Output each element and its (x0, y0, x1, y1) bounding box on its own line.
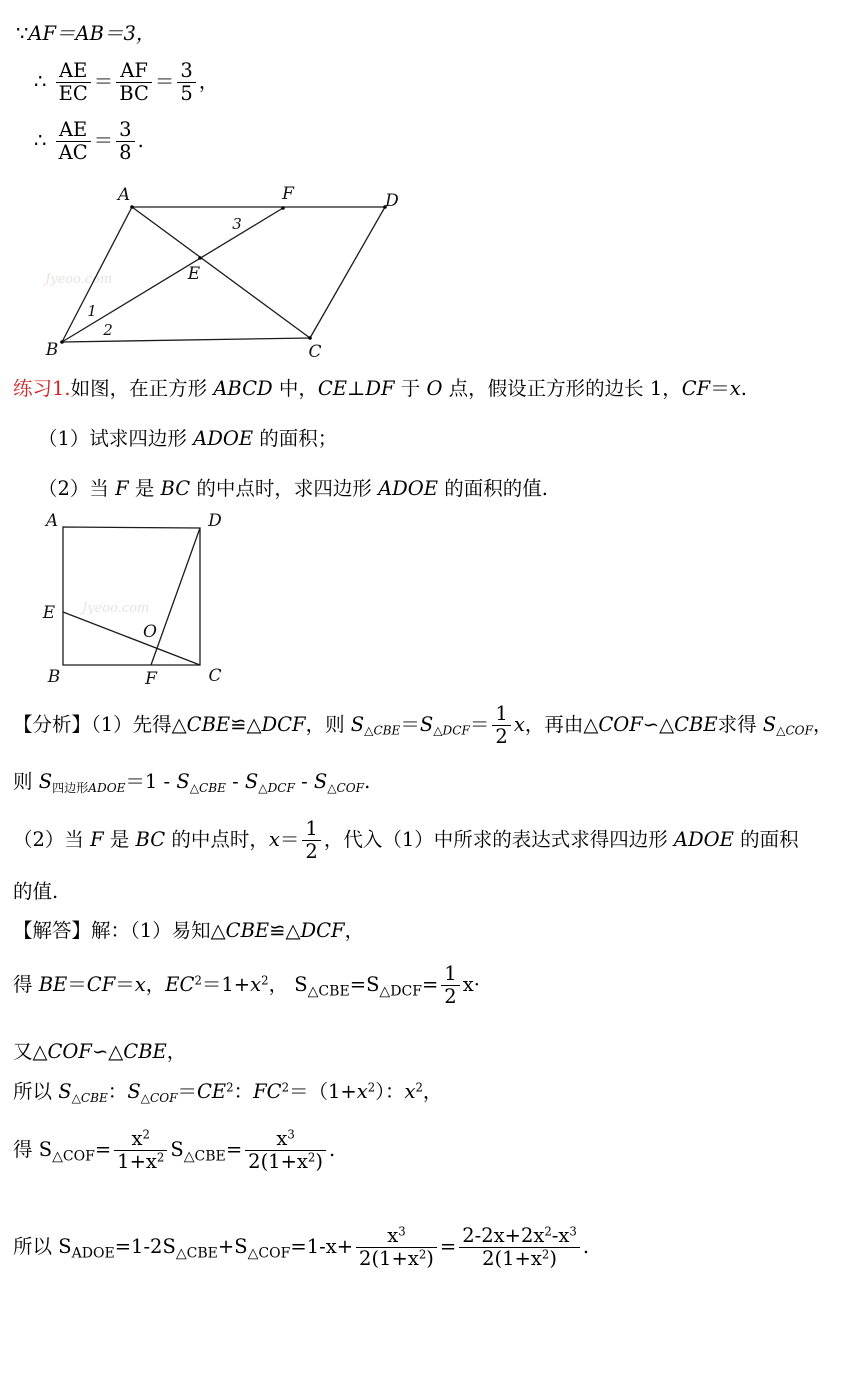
text-run: ，则 (305, 712, 351, 736)
text-run: . (137, 128, 144, 152)
fraction-denominator (114, 1150, 167, 1173)
text-run: ADOE (88, 780, 126, 795)
fraction (56, 119, 91, 164)
text-run: △COF (327, 780, 365, 795)
fraction-denominator (492, 725, 510, 748)
text-run: x (530, 1246, 542, 1270)
text-run: 是 (128, 477, 161, 500)
text-run: AC (58, 140, 88, 164)
proof-line-2 (34, 60, 218, 105)
text-run: ∴ (34, 128, 53, 152)
fraction-numerator (492, 703, 510, 725)
text-run: O (426, 377, 443, 400)
text-run: 的面积的值. (438, 477, 548, 500)
text-run: S (419, 712, 434, 736)
fraction-numerator (177, 60, 195, 82)
side-DC (310, 207, 385, 338)
text-run: 2 (142, 1127, 150, 1142)
line-EC (63, 612, 200, 665)
text-run: △COF (52, 1148, 95, 1165)
fraction-numerator (56, 119, 91, 141)
text-run: ADOE (193, 427, 254, 450)
text-run: 点，假设正方形的边长 1， (442, 377, 682, 400)
text-run: △CBE (183, 1148, 226, 1165)
text-run: = (225, 1137, 243, 1161)
text-run: CE (317, 377, 348, 400)
label-F: F (282, 184, 294, 204)
text-run: △COF (140, 1090, 178, 1105)
text-run: 2 (281, 1080, 289, 1095)
text-run: （2）当 (13, 827, 91, 851)
text-run: 的中点时，求四边形 (190, 477, 379, 500)
text-run: ∽△ (91, 1040, 124, 1063)
text-run: ＝ (469, 712, 490, 736)
text-run: . (740, 377, 747, 400)
proof-line-1 (16, 22, 155, 46)
text-run: ＝ (154, 69, 175, 93)
text-run: 则 (13, 770, 39, 793)
label-D: D (208, 511, 222, 531)
text-run: 2 (226, 1080, 234, 1095)
text-run: 2 (444, 984, 457, 1008)
text-run: ＝ (93, 128, 114, 152)
text-run: = (421, 972, 439, 996)
fraction-denominator (116, 82, 152, 105)
text-run: 2 (156, 1150, 165, 1165)
text-run: ， (268, 972, 295, 996)
text-run: 2 (261, 973, 269, 988)
solution-line-2 (13, 963, 480, 1008)
parallelogram-diagram (10, 183, 420, 373)
text-run: 2 (495, 724, 508, 748)
text-run: = (439, 1234, 457, 1258)
label-B: B (47, 667, 61, 687)
text-run: ADOE (378, 477, 439, 500)
fraction (116, 60, 152, 105)
solution-line-1 (13, 919, 364, 943)
text-run: CE (197, 1080, 227, 1103)
text-run: x (134, 972, 146, 996)
text-run: 2 (541, 1247, 550, 1262)
fraction-numerator (441, 963, 459, 985)
square-diagram (30, 510, 235, 695)
label-O: O (143, 622, 157, 642)
text-run: - (294, 770, 314, 793)
text-run: 【解答】解：（1）易知△ (13, 919, 226, 942)
solution-line-4 (13, 1080, 442, 1104)
text-run: ，代入（1）中所求的表达式求得四边形 (323, 827, 674, 851)
fraction-numerator (114, 1128, 167, 1150)
text-run: 3 (180, 59, 193, 82)
vertex-dot-F (281, 206, 285, 210)
text-run: x (558, 1224, 570, 1247)
fraction-numerator (56, 60, 91, 82)
text-run: 1 (495, 702, 508, 725)
text-run: S (234, 1234, 248, 1258)
text-run: S (162, 1234, 176, 1258)
fraction-denominator (441, 985, 459, 1008)
text-run: △CBE (71, 1090, 108, 1105)
fraction-denominator (177, 82, 195, 105)
text-run: ＝1+ (201, 972, 251, 996)
text-run: （1）试求四边形 (38, 427, 194, 450)
text-run: ABCD (213, 377, 273, 400)
vertex-dot-C (308, 336, 312, 340)
text-run: 求得 (717, 712, 763, 736)
text-run: x (145, 1149, 157, 1173)
text-run: ADOE (71, 1245, 115, 1262)
text-run: 3 (569, 1224, 577, 1239)
point-dot-E (198, 256, 202, 260)
fraction (459, 1225, 580, 1270)
text-run: BE (38, 972, 68, 996)
text-run: AE (58, 118, 88, 141)
text-run: ) (315, 1149, 323, 1173)
text-run: FC (253, 1080, 282, 1103)
text-run: S (38, 770, 53, 793)
text-run: S (176, 770, 190, 793)
label-E: E (42, 603, 56, 623)
text-run: x (276, 1127, 288, 1150)
label-angle-3: 3 (232, 215, 242, 233)
text-run: ，再由△ (524, 712, 599, 736)
text-run: 2 (305, 839, 318, 863)
text-run: F (115, 477, 129, 500)
text-run: S (58, 1234, 72, 1258)
text-run: △COF (776, 723, 813, 738)
fraction (56, 60, 91, 105)
text-run: CBE (186, 712, 231, 736)
text-run: 的面积； (253, 427, 338, 450)
watermark: Jyeoo.com (82, 601, 150, 616)
text-run: 又△ (13, 1040, 48, 1063)
fraction-numerator (302, 818, 320, 840)
exercise-title (13, 377, 747, 401)
fraction-denominator (56, 141, 91, 164)
text-run: S (58, 1080, 72, 1103)
text-run: 3 (287, 1127, 295, 1142)
fraction-numerator (459, 1225, 580, 1247)
proof-line-3 (34, 119, 144, 164)
text-run: BC (119, 81, 149, 105)
text-run: ＝ (93, 69, 114, 93)
label-angle-2: 2 (103, 321, 113, 339)
fraction (177, 60, 195, 105)
text-run: 中， (272, 377, 318, 400)
text-run: AE (59, 59, 88, 82)
text-run: ) (426, 1246, 434, 1270)
fraction-numerator (245, 1128, 326, 1150)
label-C: C (308, 342, 322, 362)
text-run: △CBE (364, 723, 401, 738)
text-run: . (582, 1234, 590, 1258)
fraction (114, 1128, 167, 1173)
solution-line-6 (13, 1225, 589, 1270)
text-run: 得 (13, 1137, 39, 1161)
text-run: AF＝AB＝3， (28, 22, 156, 45)
text-run: ≌△ (230, 712, 262, 736)
exercise-label: 练习1. (13, 377, 71, 400)
text-run: =1-2 (114, 1234, 163, 1258)
text-run: = (349, 972, 367, 996)
text-run: COF (598, 712, 643, 736)
side-BC (62, 338, 310, 342)
text-run: x (356, 1080, 368, 1103)
text-run: ， (198, 69, 219, 93)
text-run: △CBE (307, 983, 350, 1000)
text-run: 2 (307, 1150, 316, 1165)
text-run: ⊥ (347, 377, 366, 400)
text-run: 2(1+ (248, 1149, 297, 1173)
text-run: x (407, 1246, 419, 1270)
text-run: AF (120, 59, 148, 82)
label-B: B (45, 340, 59, 360)
vertex-dot-A (130, 205, 134, 209)
label-D: D (385, 191, 399, 211)
fraction (116, 119, 134, 164)
text-run: 是 (103, 827, 136, 851)
text-run: 于 (394, 377, 427, 400)
text-run: ∽△ (642, 712, 675, 736)
text-run: 2(1+ (482, 1246, 531, 1270)
text-run: - (225, 770, 245, 793)
text-run: 【分析】（1）先得△ (13, 712, 187, 736)
text-run: DCF (300, 919, 345, 942)
text-run: 3 (398, 1224, 406, 1239)
text-run: △DCF (379, 983, 422, 1000)
text-run: 的值. (13, 880, 59, 903)
text-run: x (404, 1080, 416, 1103)
text-run: CBE (225, 919, 270, 942)
text-run: 1 (305, 817, 318, 840)
label-E: E (187, 264, 201, 284)
text-run: 所以 (13, 1234, 59, 1258)
label-angle-1: 1 (87, 302, 97, 320)
text-run: . (364, 770, 371, 793)
text-run: 的中点时， (165, 827, 269, 851)
fraction (356, 1225, 437, 1270)
text-run: ≌△ (269, 919, 301, 942)
fraction-numerator (116, 119, 134, 141)
text-run: x (533, 1224, 545, 1247)
diagonal-AC (132, 207, 310, 338)
text-run: CBE (123, 1040, 167, 1063)
text-run: △CBE (189, 780, 226, 795)
text-run: 如图，在正方形 (70, 377, 214, 400)
text-run: CBE (674, 712, 718, 736)
text-run: ＝ (279, 827, 300, 851)
text-run: x (729, 377, 741, 400)
text-run: ＝ (177, 1080, 197, 1103)
text-run: 2 (544, 1224, 552, 1239)
text-run: ）： (375, 1080, 405, 1103)
text-run: x· (462, 972, 480, 996)
text-run: 2 (194, 973, 202, 988)
text-run: 2(1+ (359, 1246, 408, 1270)
text-run: 2-2x+2 (462, 1224, 534, 1247)
text-run: ＝1 - (125, 770, 177, 793)
solution-line-3 (13, 1040, 186, 1064)
text-run: ＝ (710, 377, 730, 400)
text-run: + (217, 1234, 235, 1258)
fraction-denominator (356, 1247, 437, 1270)
text-run: 5 (180, 81, 193, 105)
text-run: x (513, 712, 525, 736)
analysis-line-4 (13, 880, 58, 904)
text-run: x (131, 1127, 143, 1150)
fraction (492, 703, 510, 748)
text-run: =1-x+ (290, 1234, 354, 1258)
text-run: ： (233, 1080, 254, 1103)
text-run: ∴ (34, 69, 53, 93)
line-DF (151, 528, 200, 665)
exercise-item-1 (38, 427, 337, 451)
fraction-denominator (459, 1247, 580, 1270)
text-run: S (366, 972, 380, 996)
analysis-line-1 (13, 703, 832, 748)
analysis-line-3 (13, 818, 799, 863)
text-run: ， (166, 1040, 187, 1063)
text-run: ， (344, 919, 365, 942)
text-run: 8 (119, 140, 132, 164)
text-run: BC (135, 827, 166, 851)
text-run: COF (47, 1040, 92, 1063)
text-run: DCF (261, 712, 306, 736)
text-run: S (127, 1080, 141, 1103)
text-run: 2 (418, 1247, 427, 1262)
label-F: F (145, 669, 157, 689)
text-run: x (387, 1224, 399, 1247)
text-run: S (294, 972, 308, 996)
exercise-item-2 (38, 477, 548, 501)
text-run: CF (86, 972, 116, 996)
text-run: 得 (13, 972, 39, 996)
text-run: = (94, 1137, 112, 1161)
text-run: ， (145, 972, 166, 996)
text-run: （2）当 (38, 477, 116, 500)
text-run: 四边形 (52, 780, 89, 795)
text-run: ＝ (400, 712, 420, 736)
fraction (302, 818, 320, 863)
text-run: EC (165, 972, 195, 996)
text-run: 所以 (13, 1080, 59, 1103)
text-run: 2 (367, 1080, 376, 1095)
square-ABCD (63, 527, 200, 665)
text-run: x (296, 1149, 308, 1173)
text-run: 1+ (117, 1149, 146, 1173)
text-run: S (313, 770, 328, 793)
text-run: DF (365, 377, 395, 400)
text-run: △CBE (175, 1245, 218, 1262)
text-run: EC (58, 81, 88, 105)
text-run: S (170, 1137, 184, 1161)
text-run: x (250, 972, 262, 996)
text-run: △COF (247, 1245, 291, 1262)
text-run: ： (107, 1080, 128, 1103)
text-run: S (38, 1137, 53, 1161)
text-run: ) (549, 1246, 557, 1270)
text-run: S (350, 712, 365, 736)
text-run: . (328, 1137, 336, 1161)
solution-line-5 (13, 1128, 335, 1173)
fraction-numerator (116, 60, 152, 82)
label-A: A (117, 185, 131, 205)
fraction-denominator (116, 141, 134, 164)
text-run: ＝ (67, 972, 87, 996)
label-A: A (45, 511, 59, 531)
text-run: ， (812, 712, 833, 736)
text-run: 的面积 (733, 827, 799, 851)
text-run: 1 (444, 962, 457, 985)
fraction-numerator (356, 1225, 437, 1247)
text-run: 3 (119, 118, 132, 141)
text-run: ＝ (115, 972, 135, 996)
fraction-denominator (56, 82, 91, 105)
fraction-denominator (302, 840, 320, 863)
fraction (441, 963, 459, 1008)
text-run: ＝（1+ (289, 1080, 357, 1103)
vertex-dot-B (60, 340, 64, 344)
text-run: S (244, 770, 259, 793)
text-run: CF (681, 377, 711, 400)
text-run: S (762, 712, 777, 736)
text-run: BC (160, 477, 191, 500)
text-run: x (268, 827, 280, 851)
fraction-denominator (245, 1150, 326, 1173)
text-run: F (90, 827, 104, 851)
text-run: ADOE (673, 827, 734, 851)
fraction (245, 1128, 326, 1173)
text-run: △DCF (258, 780, 295, 795)
analysis-line-2 (13, 770, 370, 794)
watermark: Jyeoo.com (45, 272, 113, 287)
text-run: - (551, 1224, 559, 1247)
label-C: C (208, 666, 222, 686)
text-run: ， (422, 1080, 443, 1103)
text-run: ∵ (16, 22, 29, 45)
text-run: 2 (415, 1080, 423, 1095)
text-run: △DCF (433, 723, 470, 738)
